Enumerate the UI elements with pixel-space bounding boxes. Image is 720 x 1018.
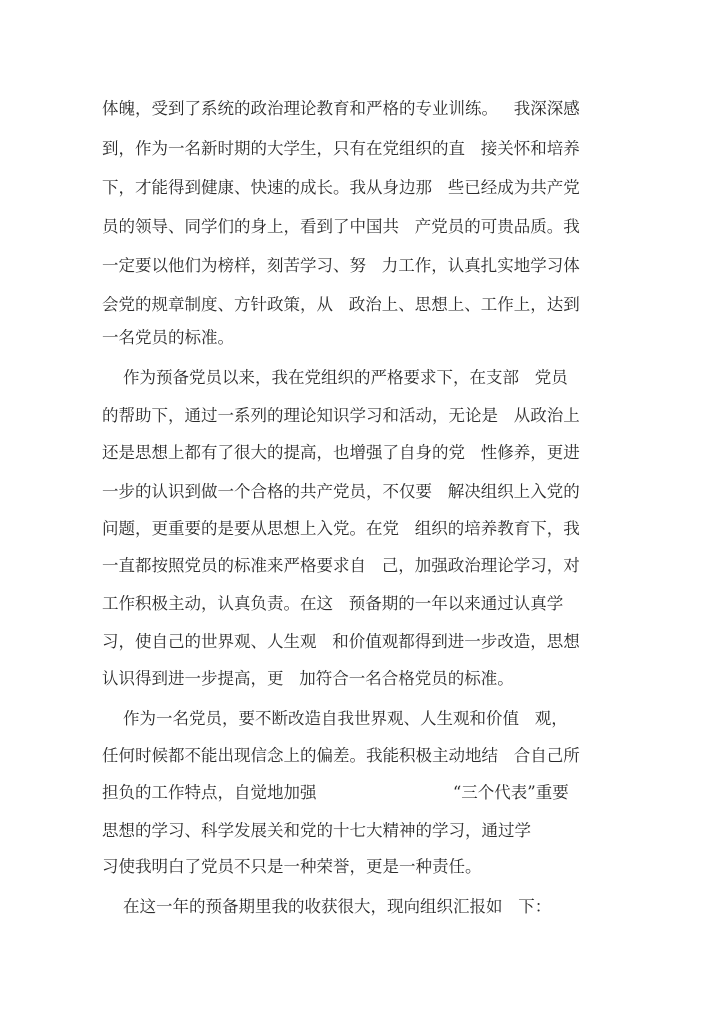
text-line: 习使我明白了党员不只是一种荣誉，更是一种责任。: [102, 857, 482, 876]
text-line: 担负的工作特点，自觉地加强 “三个代表”重要: [102, 783, 569, 802]
text-line: 的帮助下，通过一系列的理论知识学习和活动，无论是 从政治上: [102, 406, 580, 425]
text-line: 下，才能得到健康、快速的成长。我从身边那 些已经成为共产党: [102, 178, 580, 197]
text-line: 一步的认识到做一个合格的共产党员，不仅要 解决组织上入党的: [102, 482, 580, 501]
text-line: 工作积极主动，认真负责。在这 预备期的一年以来通过认真学: [102, 594, 564, 613]
text-line: 体魄，受到了系统的政治理论教育和严格的专业训练。 我深深感: [102, 99, 580, 118]
text-line: 员的领导、同学们的身上，看到了中国共 产党员的可贵品质。我: [102, 217, 580, 236]
text-line: 认识得到进一步提高，更 加符合一名合格党员的标准。: [102, 669, 514, 688]
text-line: 一直都按照党员的标准来严格要求自 己，加强政治理论学习，对: [102, 556, 580, 575]
text-line: 还是思想上都有了很大的提高，也增强了自身的党 性修养，更进: [102, 443, 580, 462]
text-line: 到，作为一名新时期的大学生，只有在党组织的直 接关怀和培养: [102, 139, 580, 158]
text-line: 一定要以他们为榜样，刻苦学习、努 力工作，认真扎实地学习体: [102, 256, 580, 275]
text-line: 习，使自己的世界观、人生观 和价值观都得到进一步改造，思想: [102, 632, 580, 651]
text-line: 会党的规章制度、方针政策，从 政治上、思想上、工作上，达到: [102, 295, 580, 314]
text-line: 思想的学习、科学发展关和党的十七大精神的学习，通过学: [102, 821, 531, 840]
text-line: 问题，更重要的是要从思想上入党。在党 组织的培养教育下，我: [102, 519, 580, 538]
text-line: 一名党员的标准。: [102, 328, 234, 347]
text-line: 作为预备党员以来，我在党组织的严格要求下，在支部 党员: [102, 368, 568, 387]
text-line: 作为一名党员，要不断改造自我世界观、人生观和价值 观，: [102, 709, 568, 728]
text-line: 任何时候都不能出现信念上的偏差。我能积极主动地结 合自己所: [102, 746, 580, 765]
text-line: 在这一年的预备期里我的收获很大，现向组织汇报如 下：: [102, 897, 552, 916]
